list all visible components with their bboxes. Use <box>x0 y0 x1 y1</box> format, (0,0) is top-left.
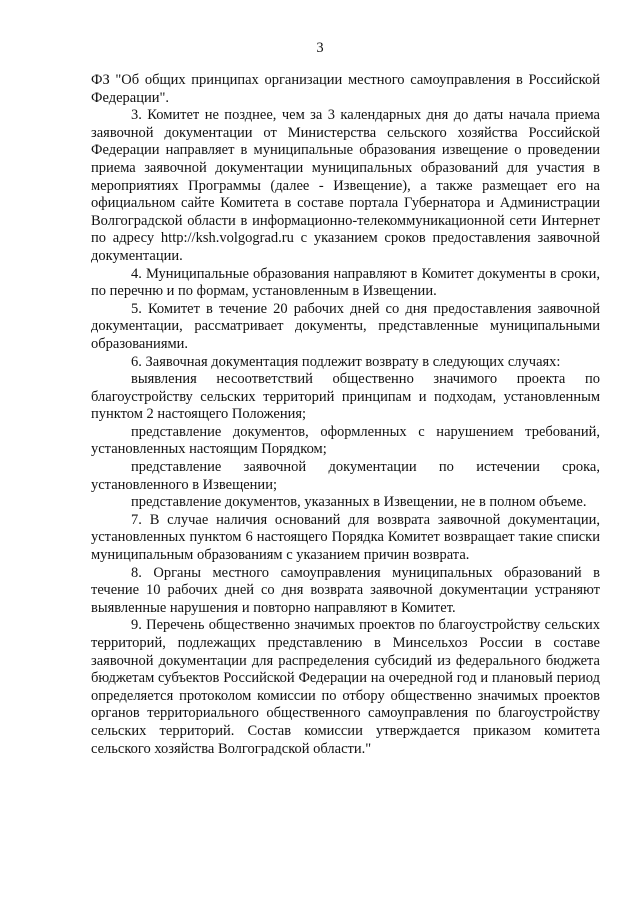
paragraph-item-6: 6. Заявочная документация подлежит возврату в следующих случаях: <box>131 353 561 370</box>
paragraph-item-8: 8. Органы местного самоуправления муниципальных образований в течение 10 рабочих дней со дня возврата заявочной документации устраняют выявленные нарушения и повторно направляют в Комитет. <box>91 564 600 616</box>
return-case-2: представление документов, оформленных с нарушением требований, установленных настоящим Порядком; <box>91 423 600 458</box>
paragraph-continuation: ФЗ "Об общих принципах организации местного самоуправления в Российской Федерации". <box>91 72 600 106</box>
return-case-3: представление заявочной документации по истечении срока, установленного в Извещении; <box>91 459 600 493</box>
page-number: 3 <box>316 40 324 56</box>
paragraph-item-4: 4. Муниципальные образования направляют в Комитет документы в сроки, по перечню и по формам, установленным в Извещении. <box>91 265 600 300</box>
return-case-1: выявления несоответствий общественно значимого проекта по благоустройству сельских территорий принципам и подходам, установленным пунктом 2 настоящего Положения; <box>91 371 600 423</box>
paragraph-item-9: 9. Перечень общественно значимых проектов по благоустройству сельских территорий, подлежащих представлению в Минсельхоз России в составе заявочной документации для распределения субсидий из федерального бюджета бюджетам субъектов Российской Федерации на очередной год и плановый период определяется протоколом комиссии по отбору общественно значимых проектов органов территориального общественного самоуправления по благоустройству сельских территорий. Состав комиссии утверждается приказом комитета сельского хозяйства Волгоградской области." <box>91 617 600 757</box>
return-case-4: представление документов, указанных в Извещении, не в полном объеме. <box>131 494 587 511</box>
document-body <box>91 72 600 758</box>
paragraph-item-7: 7. В случае наличия оснований для возврата заявочной документации, установленных пунктом 6 настоящего Порядка Комитет возвращает такие списки муниципальным образованиям с указанием причин возврата. <box>91 511 600 564</box>
paragraph-item-3: 3. Комитет не позднее, чем за 3 календарных дня до даты начала приема заявочной документации от Министерства сельского хозяйства Российской Федерации направляет в муниципальные образования извещение о проведении приема заявочной документации муниципальных образований для участия в мероприятиях Программы (далее - Извещение), а также размещает его на официальном сайте Комитета в составе портала Губернатора и Администрации Волгоградской области в информационно-телекоммуникационной сети Интернет по адресу http://ksh.volgograd.ru с указанием сроков предоставления заявочной документации. <box>91 107 600 264</box>
paragraph-item-5: 5. Комитет в течение 20 рабочих дней со дня предоставления заявочной документации, рассматривает документы, представленные муниципальными образованиями. <box>91 300 600 352</box>
